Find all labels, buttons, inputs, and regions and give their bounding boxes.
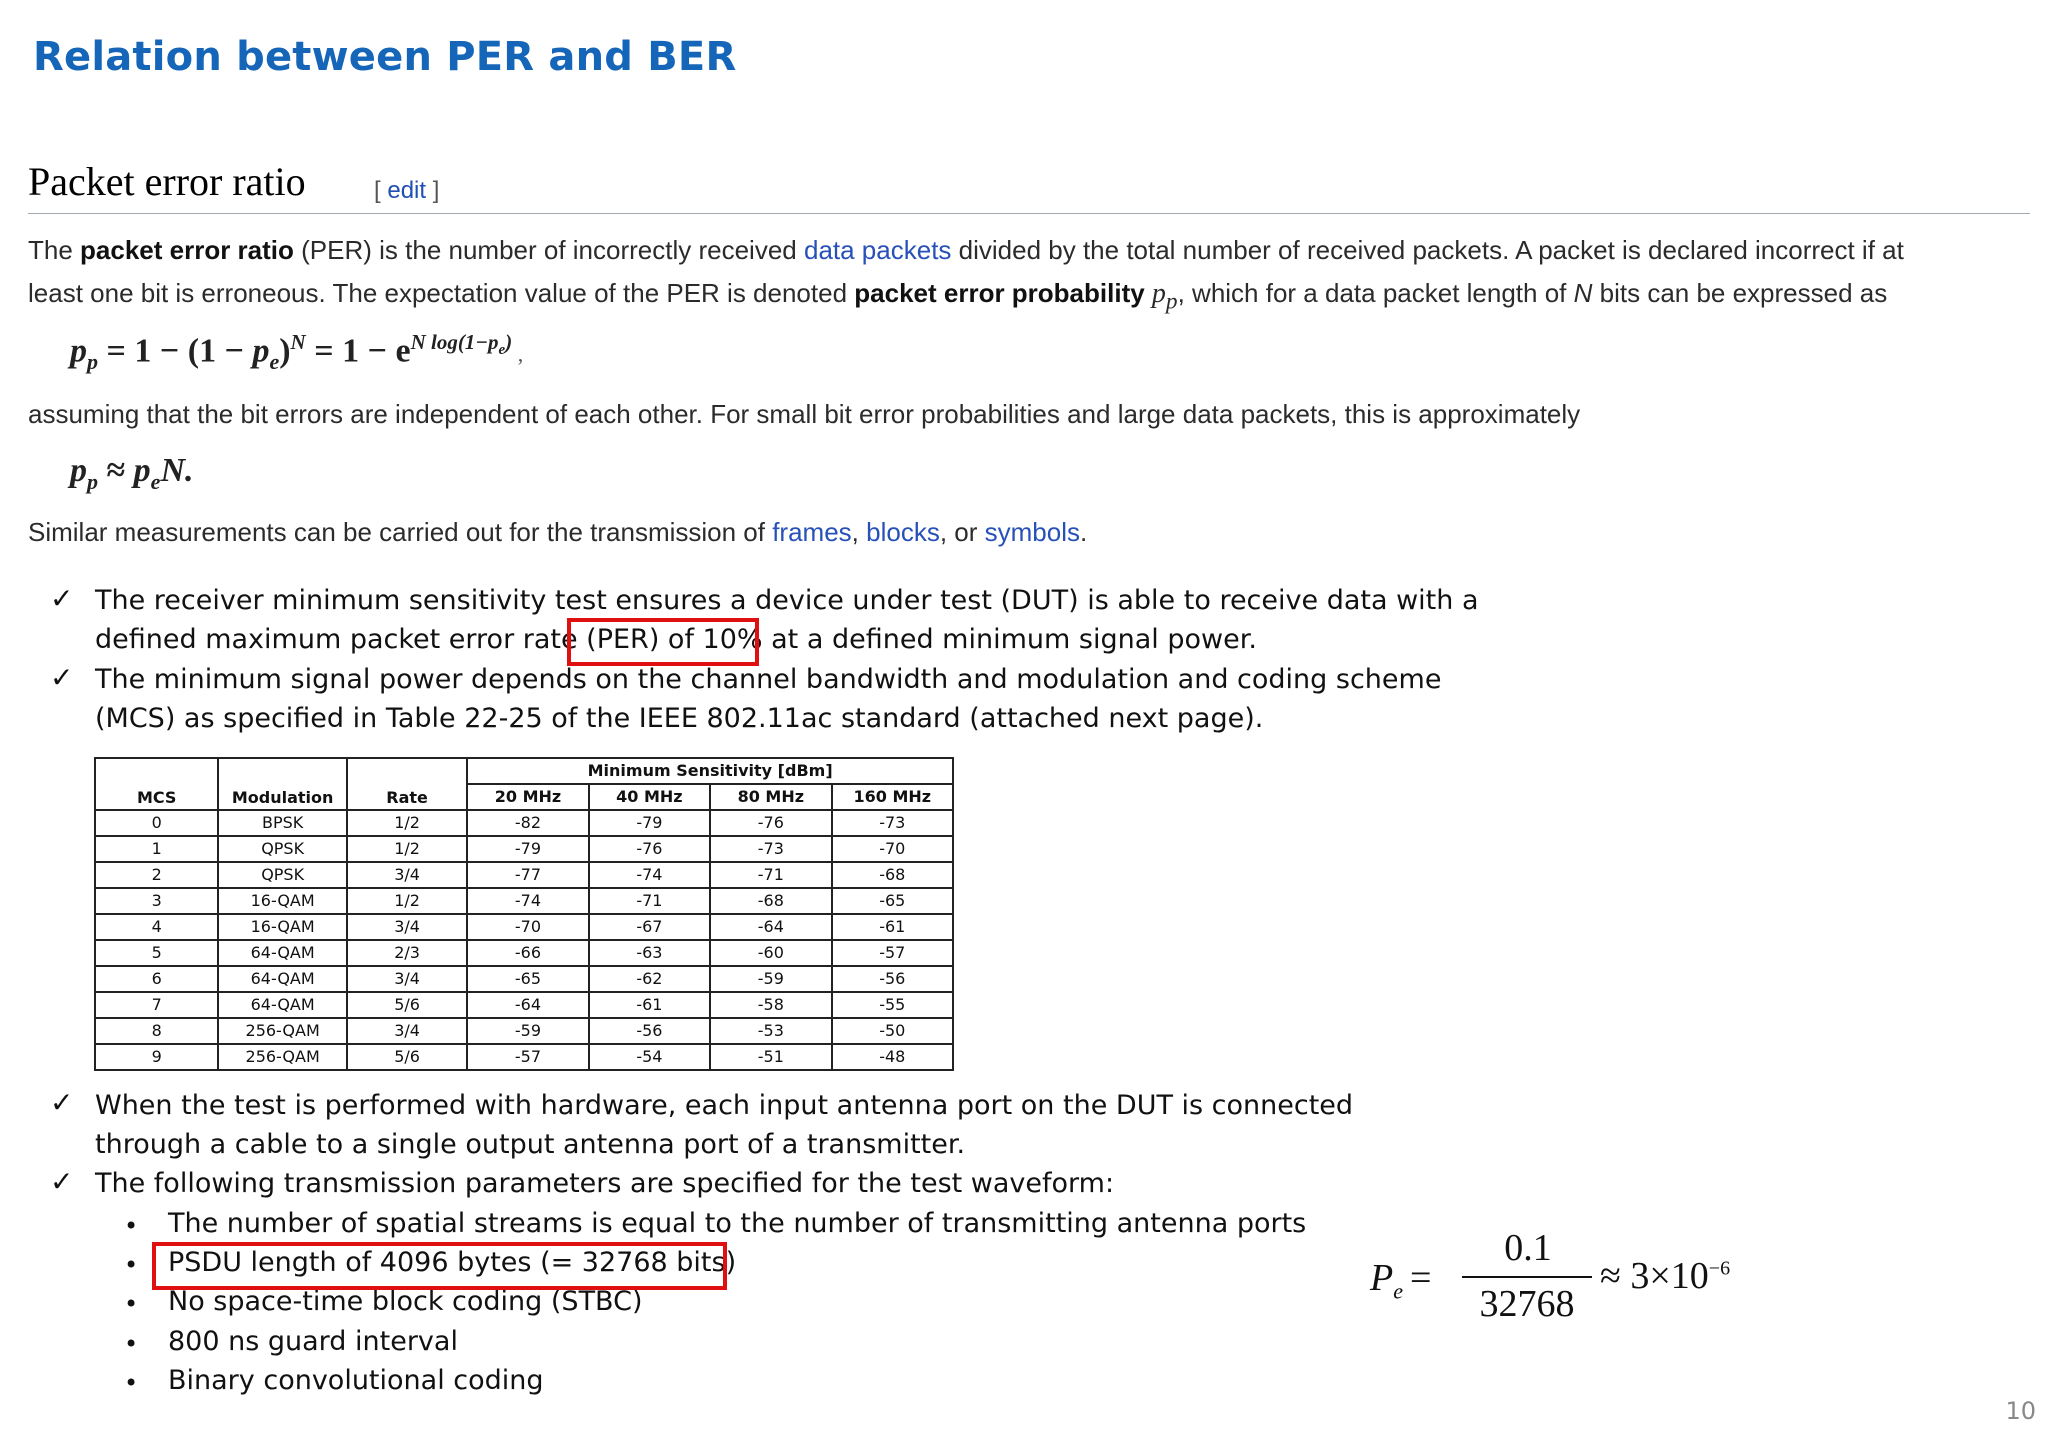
equation-packet-error-probability: $p_p = 1 - (1 - p_e)^N = 1 - e^{N log(1-p_e)}$ , (70, 330, 524, 375)
pe-equals: = (1410, 1257, 1432, 1299)
table-cell: -71 (589, 888, 710, 914)
table-row (95, 940, 953, 966)
text: , or (939, 517, 985, 547)
pe-subscript: e (1393, 1278, 1403, 1304)
table-cell: -67 (589, 914, 710, 940)
table-row (95, 1044, 953, 1070)
link-data-packets[interactable]: data packets (803, 235, 952, 265)
table-cell: -55 (832, 992, 953, 1018)
text: Similar measurements can be carried out for the transmission of (28, 517, 773, 547)
fraction-bar (1462, 1276, 1592, 1278)
eq-comma: , (512, 341, 524, 367)
sub-bullet-1: The number of spatial streams is equal to the number of transmitting antenna ports (168, 1208, 1307, 1239)
table-cell: -68 (710, 888, 831, 914)
symbol-p: $p_p$ (1151, 278, 1178, 315)
group-header-min-sensitivity: Minimum Sensitivity [dBm] (467, 758, 953, 784)
equation-approximation: $p_p \approx p_eN$. (70, 452, 194, 494)
mcs-sensitivity-table (94, 757, 954, 1071)
table-cell: 1 (95, 836, 218, 862)
table-cell: -63 (589, 940, 710, 966)
table-cell: 64-QAM (218, 966, 346, 992)
table-cell: 3 (95, 888, 218, 914)
table-cell: -79 (589, 810, 710, 836)
table-cell: -57 (467, 1044, 588, 1070)
eq-sub: e (269, 349, 280, 375)
column-header-160mhz: 160 MHz (832, 784, 953, 810)
bullet-2-line-2: (MCS) as specified in Table 22-25 of the IEEE 802.11ac standard (attached next page). (95, 703, 1264, 734)
column-header-80mhz: 80 MHz (710, 784, 831, 810)
checkmark-icon: ✓ (50, 661, 74, 694)
bullet-1-line-1: The receiver minimum sensitivity test ensures a device under test (DUT) is able to receive data with a (95, 585, 1479, 616)
wiki-paragraph-2: assuming that the bit errors are independent of each other. For small bit error probabilities and large data packets, this is approximately (28, 399, 1581, 429)
eq-sup: N (290, 330, 306, 354)
table-cell: 2/3 (347, 940, 467, 966)
table-cell: -74 (589, 862, 710, 888)
pe-approximation: ≈ $3\times 10^{-6}$ (1600, 1255, 1731, 1297)
table-cell: -59 (467, 1018, 588, 1044)
table-cell: 6 (95, 966, 218, 992)
table-cell: 3/4 (347, 914, 467, 940)
table-row (95, 862, 953, 888)
text: (PER) is the number of incorrectly received (293, 235, 804, 265)
table-cell: -64 (467, 992, 588, 1018)
table-cell: -74 (467, 888, 588, 914)
table-cell: 64-QAM (218, 992, 346, 1018)
table-cell: -54 (589, 1044, 710, 1070)
table-cell: -73 (710, 836, 831, 862)
table-cell: 5/6 (347, 992, 467, 1018)
text: bits can be expressed as (1592, 278, 1888, 308)
bullet-1-line-2: defined maximum packet error rate (PER) of 10% at a defined minimum signal power. (95, 624, 1257, 655)
table-cell: -73 (832, 810, 953, 836)
eq-sub: p (87, 349, 98, 375)
text: . (1079, 517, 1088, 547)
table-cell: -60 (710, 940, 831, 966)
table-cell: 3/4 (347, 862, 467, 888)
table-cell: 5/6 (347, 1044, 467, 1070)
link-frames[interactable]: frames (772, 517, 852, 547)
column-header-40mhz: 40 MHz (589, 784, 710, 810)
eq-sub: e (498, 342, 506, 359)
pe-symbol: $P_e$ (1370, 1257, 1403, 1304)
text: The (28, 235, 81, 265)
column-header-mcs: MCS (95, 758, 218, 810)
bullet-dot-icon: • (124, 1290, 139, 1318)
eq-sub: p (87, 468, 98, 494)
table-cell: -56 (589, 1018, 710, 1044)
table-cell: -70 (832, 836, 953, 862)
eq-part: = 1 − (1 − (98, 332, 253, 370)
bullet-dot-icon: • (124, 1330, 139, 1358)
edit-link[interactable]: edit (387, 177, 427, 204)
table-row (95, 888, 953, 914)
bullet-dot-icon: • (124, 1212, 139, 1240)
table-cell: -68 (832, 862, 953, 888)
table-cell: -59 (710, 966, 831, 992)
checkmark-icon: ✓ (50, 582, 74, 615)
table-cell: -70 (467, 914, 588, 940)
table-cell: -65 (832, 888, 953, 914)
table-cell: -51 (710, 1044, 831, 1070)
table-row (95, 966, 953, 992)
checkmark-icon: ✓ (50, 1086, 74, 1119)
pe-exponent: −6 (1708, 1257, 1731, 1280)
pe-numerator: 0.1 (1504, 1227, 1552, 1269)
table-cell: -77 (467, 862, 588, 888)
table-cell: 5 (95, 940, 218, 966)
bullet-dot-icon: • (124, 1251, 139, 1279)
table-cell: 1/2 (347, 836, 467, 862)
table-cell: QPSK (218, 862, 346, 888)
pe-denominator: 32768 (1479, 1283, 1575, 1325)
table-cell: 1/2 (347, 888, 467, 914)
table-cell: QPSK (218, 836, 346, 862)
table-cell: 256-QAM (218, 1018, 346, 1044)
table-cell: -79 (467, 836, 588, 862)
table-row (95, 914, 953, 940)
eq-sub: e (150, 468, 161, 494)
page-number: 10 (2005, 1397, 2036, 1425)
highlight-per-10-percent (567, 618, 759, 666)
column-header-20mhz: 20 MHz (467, 784, 588, 810)
bullet-dot-icon: • (124, 1369, 139, 1397)
table-cell: 256-QAM (218, 1044, 346, 1070)
text: , which for a data packet length of (1177, 278, 1574, 308)
column-header-rate: Rate (347, 758, 467, 810)
table-cell: 1/2 (347, 810, 467, 836)
table-body (95, 810, 953, 1070)
checkmark-icon: ✓ (50, 1165, 74, 1198)
text: least one bit is erroneous. The expectation value of the PER is denoted (28, 278, 855, 308)
table-cell: -61 (832, 914, 953, 940)
link-blocks[interactable]: blocks (866, 517, 940, 547)
table-row (95, 1018, 953, 1044)
table-cell: 7 (95, 992, 218, 1018)
edit-section-control (374, 177, 439, 205)
table-cell: -71 (710, 862, 831, 888)
symbol-n: N (1573, 278, 1593, 308)
bullet-3-line-2: through a cable to a single output antenna port of a transmitter. (95, 1129, 966, 1160)
bullet-4-line-1: The following transmission parameters are specified for the test waveform: (95, 1168, 1115, 1199)
wiki-paragraph-1-line-2 (28, 272, 1887, 324)
table-cell: -64 (710, 914, 831, 940)
table-cell: BPSK (218, 810, 346, 836)
table-cell: -53 (710, 1018, 831, 1044)
bullet-3-line-1: When the test is performed with hardware, each input antenna port on the DUT is connected (95, 1090, 1354, 1121)
eq-part: ) (505, 330, 513, 354)
table-row (95, 836, 953, 862)
wiki-section-heading: Packet error ratio (28, 159, 306, 204)
table-cell: -76 (589, 836, 710, 862)
table-cell: -58 (710, 992, 831, 1018)
table-cell: 8 (95, 1018, 218, 1044)
table-cell: -48 (832, 1044, 953, 1070)
sub-bullet-3: No space-time block coding (STBC) (168, 1286, 643, 1317)
text: divided by the total number of received packets. A packet is declared incorrect if at (951, 235, 1904, 265)
table-row (95, 992, 953, 1018)
table-cell: -61 (589, 992, 710, 1018)
text: , (851, 517, 867, 547)
heading-divider (28, 213, 2030, 214)
table-cell: 64-QAM (218, 940, 346, 966)
eq-part: N. (160, 452, 194, 489)
term-packet-error-probability: packet error probability (854, 278, 1145, 308)
term-packet-error-ratio: packet error ratio (80, 235, 294, 265)
wiki-paragraph-1-line-1 (28, 229, 1904, 272)
table-row (95, 810, 953, 836)
table-cell: 16-QAM (218, 914, 346, 940)
sub-bullet-2: PSDU length of 4096 bytes (= 32768 bits) (168, 1247, 737, 1278)
eq-exponent: N log(1−p (410, 330, 499, 354)
eq-part: = 1 − e (305, 332, 411, 370)
table-cell: -65 (467, 966, 588, 992)
link-symbols[interactable]: symbols (984, 517, 1080, 547)
table-cell: 3/4 (347, 966, 467, 992)
eq-part: ≈ (98, 452, 134, 489)
table-cell: 4 (95, 914, 218, 940)
table-cell: -50 (832, 1018, 953, 1044)
edit-bracket-close: ] (426, 177, 440, 204)
table-cell: -82 (467, 810, 588, 836)
table-cell: 0 (95, 810, 218, 836)
table-cell: -62 (589, 966, 710, 992)
table-cell: 16-QAM (218, 888, 346, 914)
slide-title: Relation between PER and BER (33, 34, 737, 80)
bullet-2-line-1: The minimum signal power depends on the channel bandwidth and modulation and coding scheme (95, 664, 1442, 695)
sub-bullet-4: 800 ns guard interval (168, 1326, 458, 1357)
table-cell: -76 (710, 810, 831, 836)
table-cell: 3/4 (347, 1018, 467, 1044)
table-cell: -57 (832, 940, 953, 966)
symbol-subscript: p (1165, 288, 1178, 315)
table-cell: 2 (95, 862, 218, 888)
sub-bullet-5: Binary convolutional coding (168, 1365, 544, 1396)
wiki-paragraph-3 (28, 511, 1087, 554)
table-cell: 9 (95, 1044, 218, 1070)
table-cell: -56 (832, 966, 953, 992)
column-header-modulation: Modulation (218, 758, 346, 810)
edit-bracket-open: [ (374, 177, 388, 204)
table-cell: -66 (467, 940, 588, 966)
highlight-psdu-length (152, 1242, 727, 1290)
